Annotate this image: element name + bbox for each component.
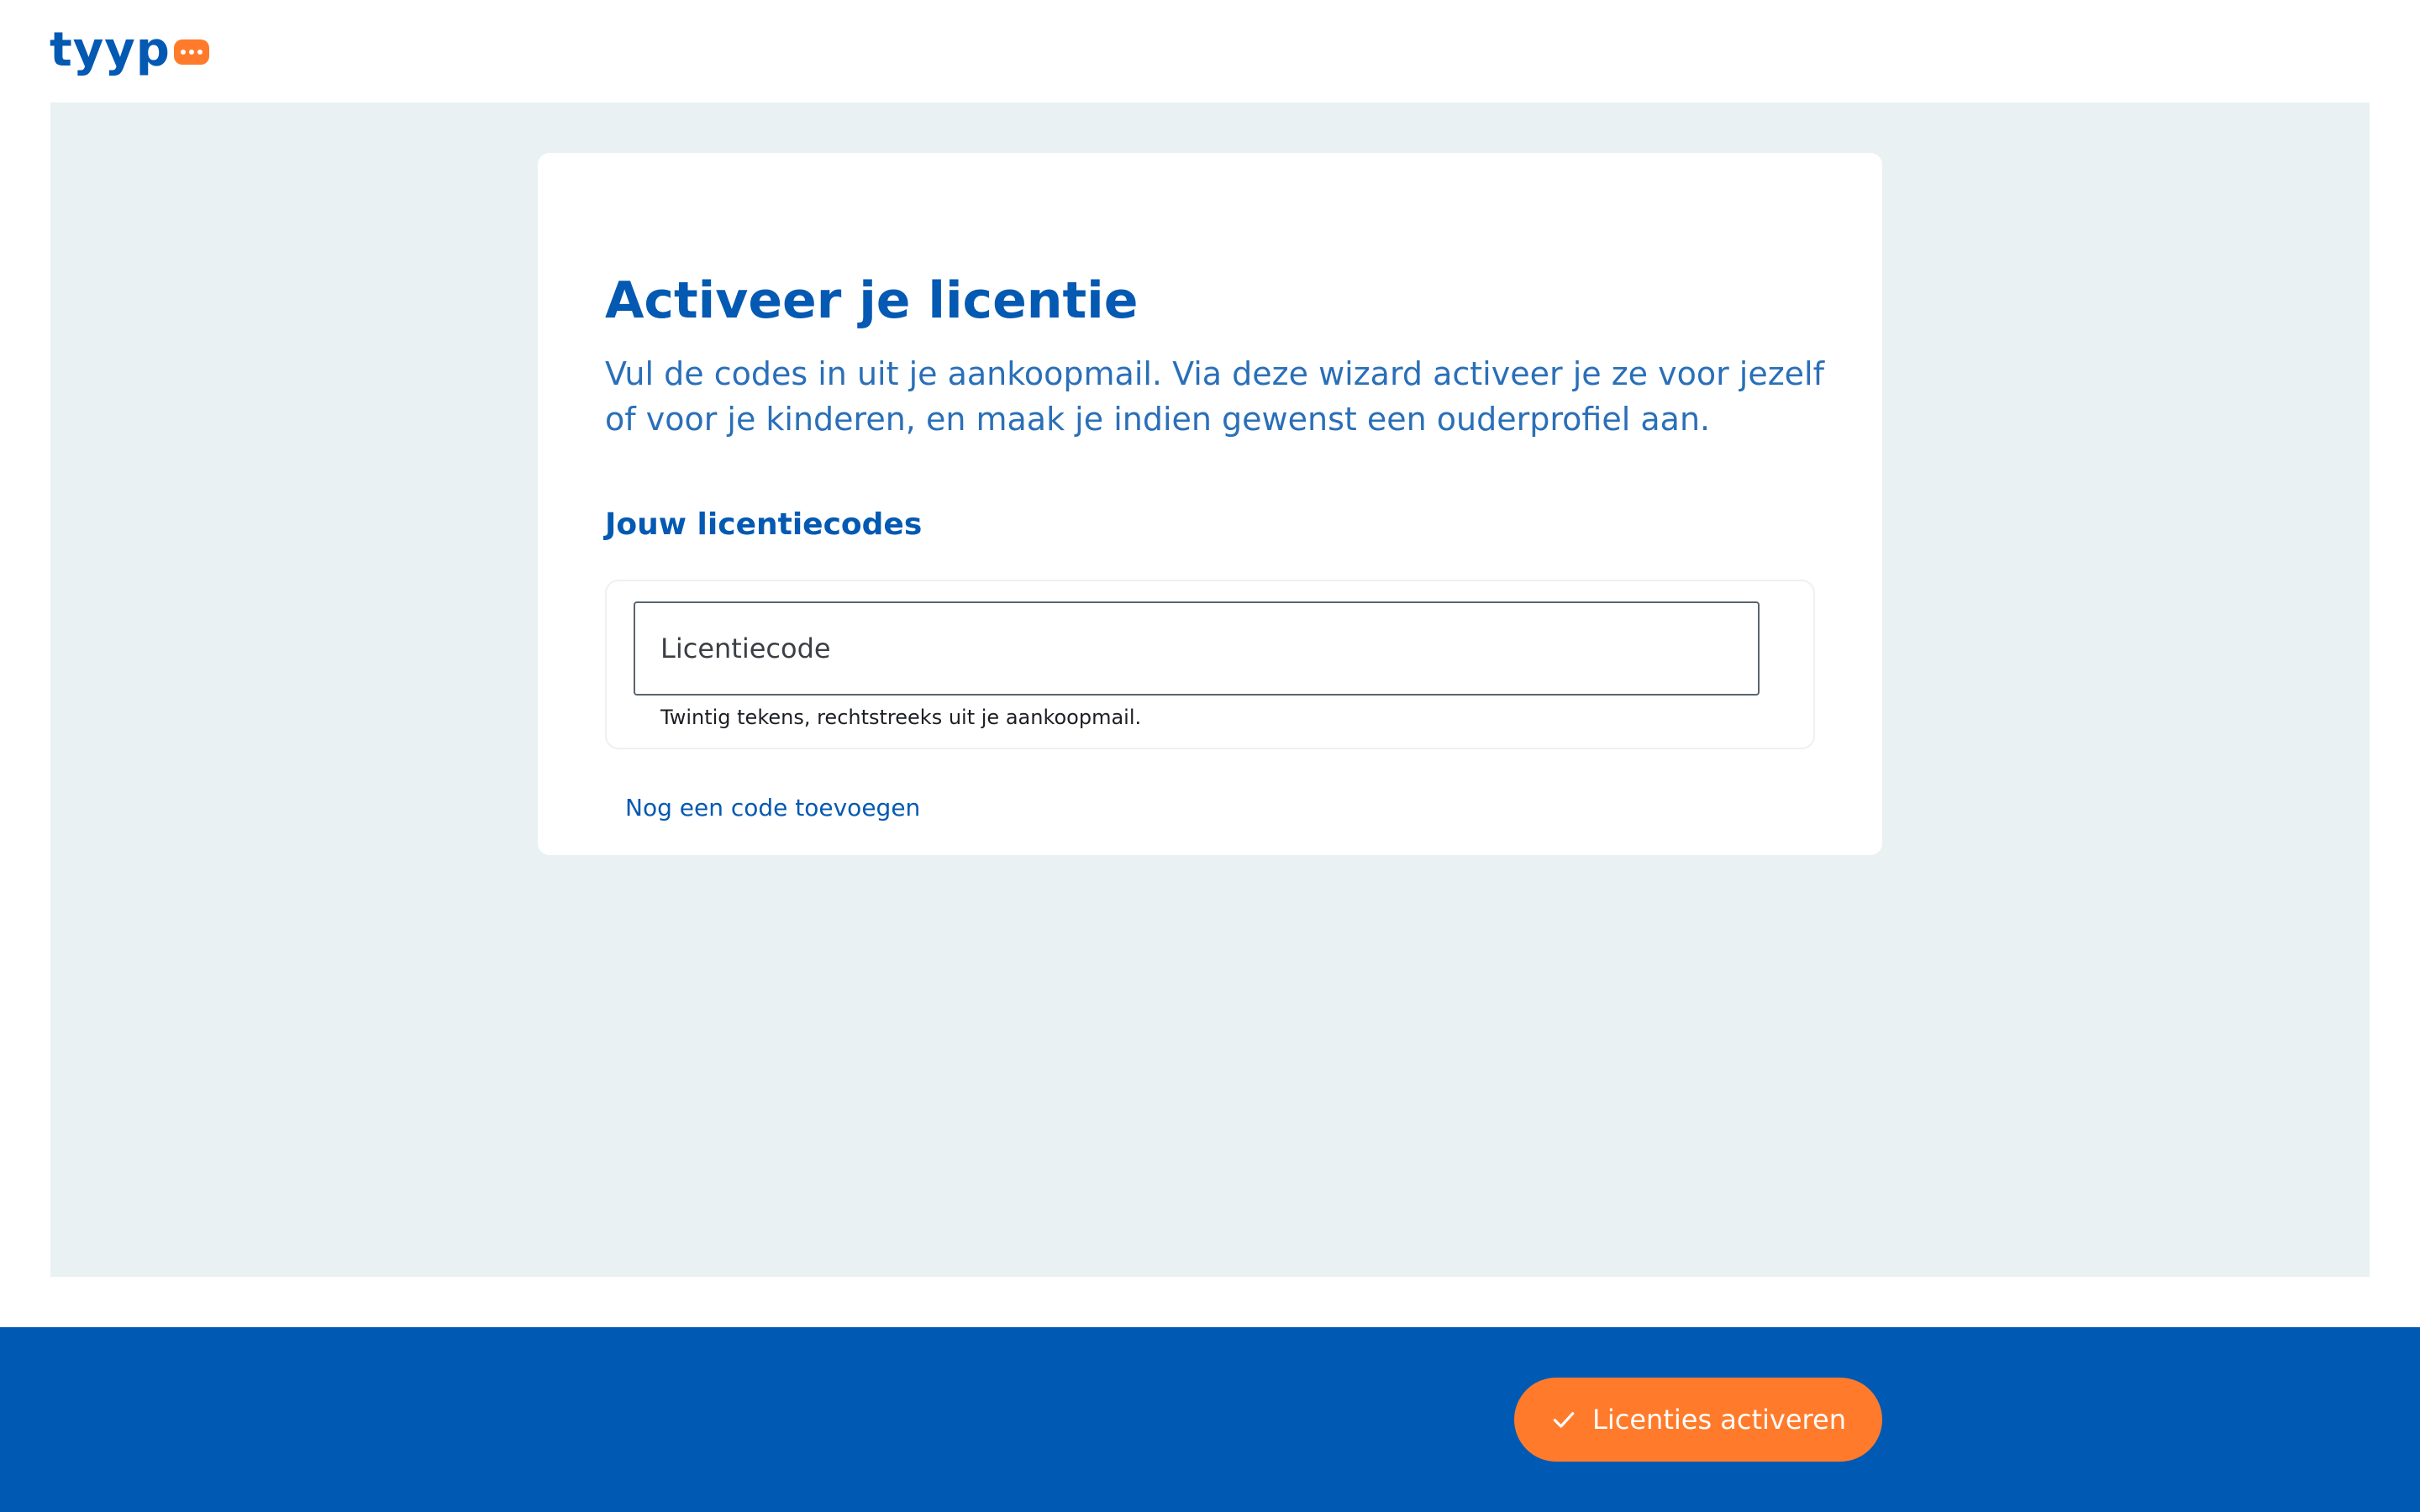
license-code-input[interactable] xyxy=(634,601,1760,696)
check-icon xyxy=(1550,1406,1577,1433)
activation-card xyxy=(538,153,1882,855)
activate-licenses-label: Licenties activeren xyxy=(1592,1404,1846,1436)
logo-text: tyyp xyxy=(50,23,171,77)
footer-action-bar xyxy=(0,1327,2420,1512)
activate-licenses-button[interactable] xyxy=(1514,1378,1882,1462)
license-codes-heading: Jouw licentiecodes xyxy=(605,507,923,542)
add-code-link[interactable]: Nog een code toevoegen xyxy=(625,794,921,822)
license-code-group xyxy=(605,580,1815,749)
tyyp-logo[interactable] xyxy=(50,25,209,76)
license-code-hint: Twintig tekens, rechtstreeks uit je aankoopmail. xyxy=(660,706,1142,729)
page-title: Activeer je licentie xyxy=(605,271,1139,330)
main-content-area xyxy=(50,102,2370,1277)
speech-bubble-icon xyxy=(174,39,209,65)
page-subtitle: Vul de codes in uit je aankoopmail. Via deze wizard activeer je ze voor jezelf of voor je kinderen, en maak je indien gewenst een ouderprofiel aan. xyxy=(605,355,1824,438)
